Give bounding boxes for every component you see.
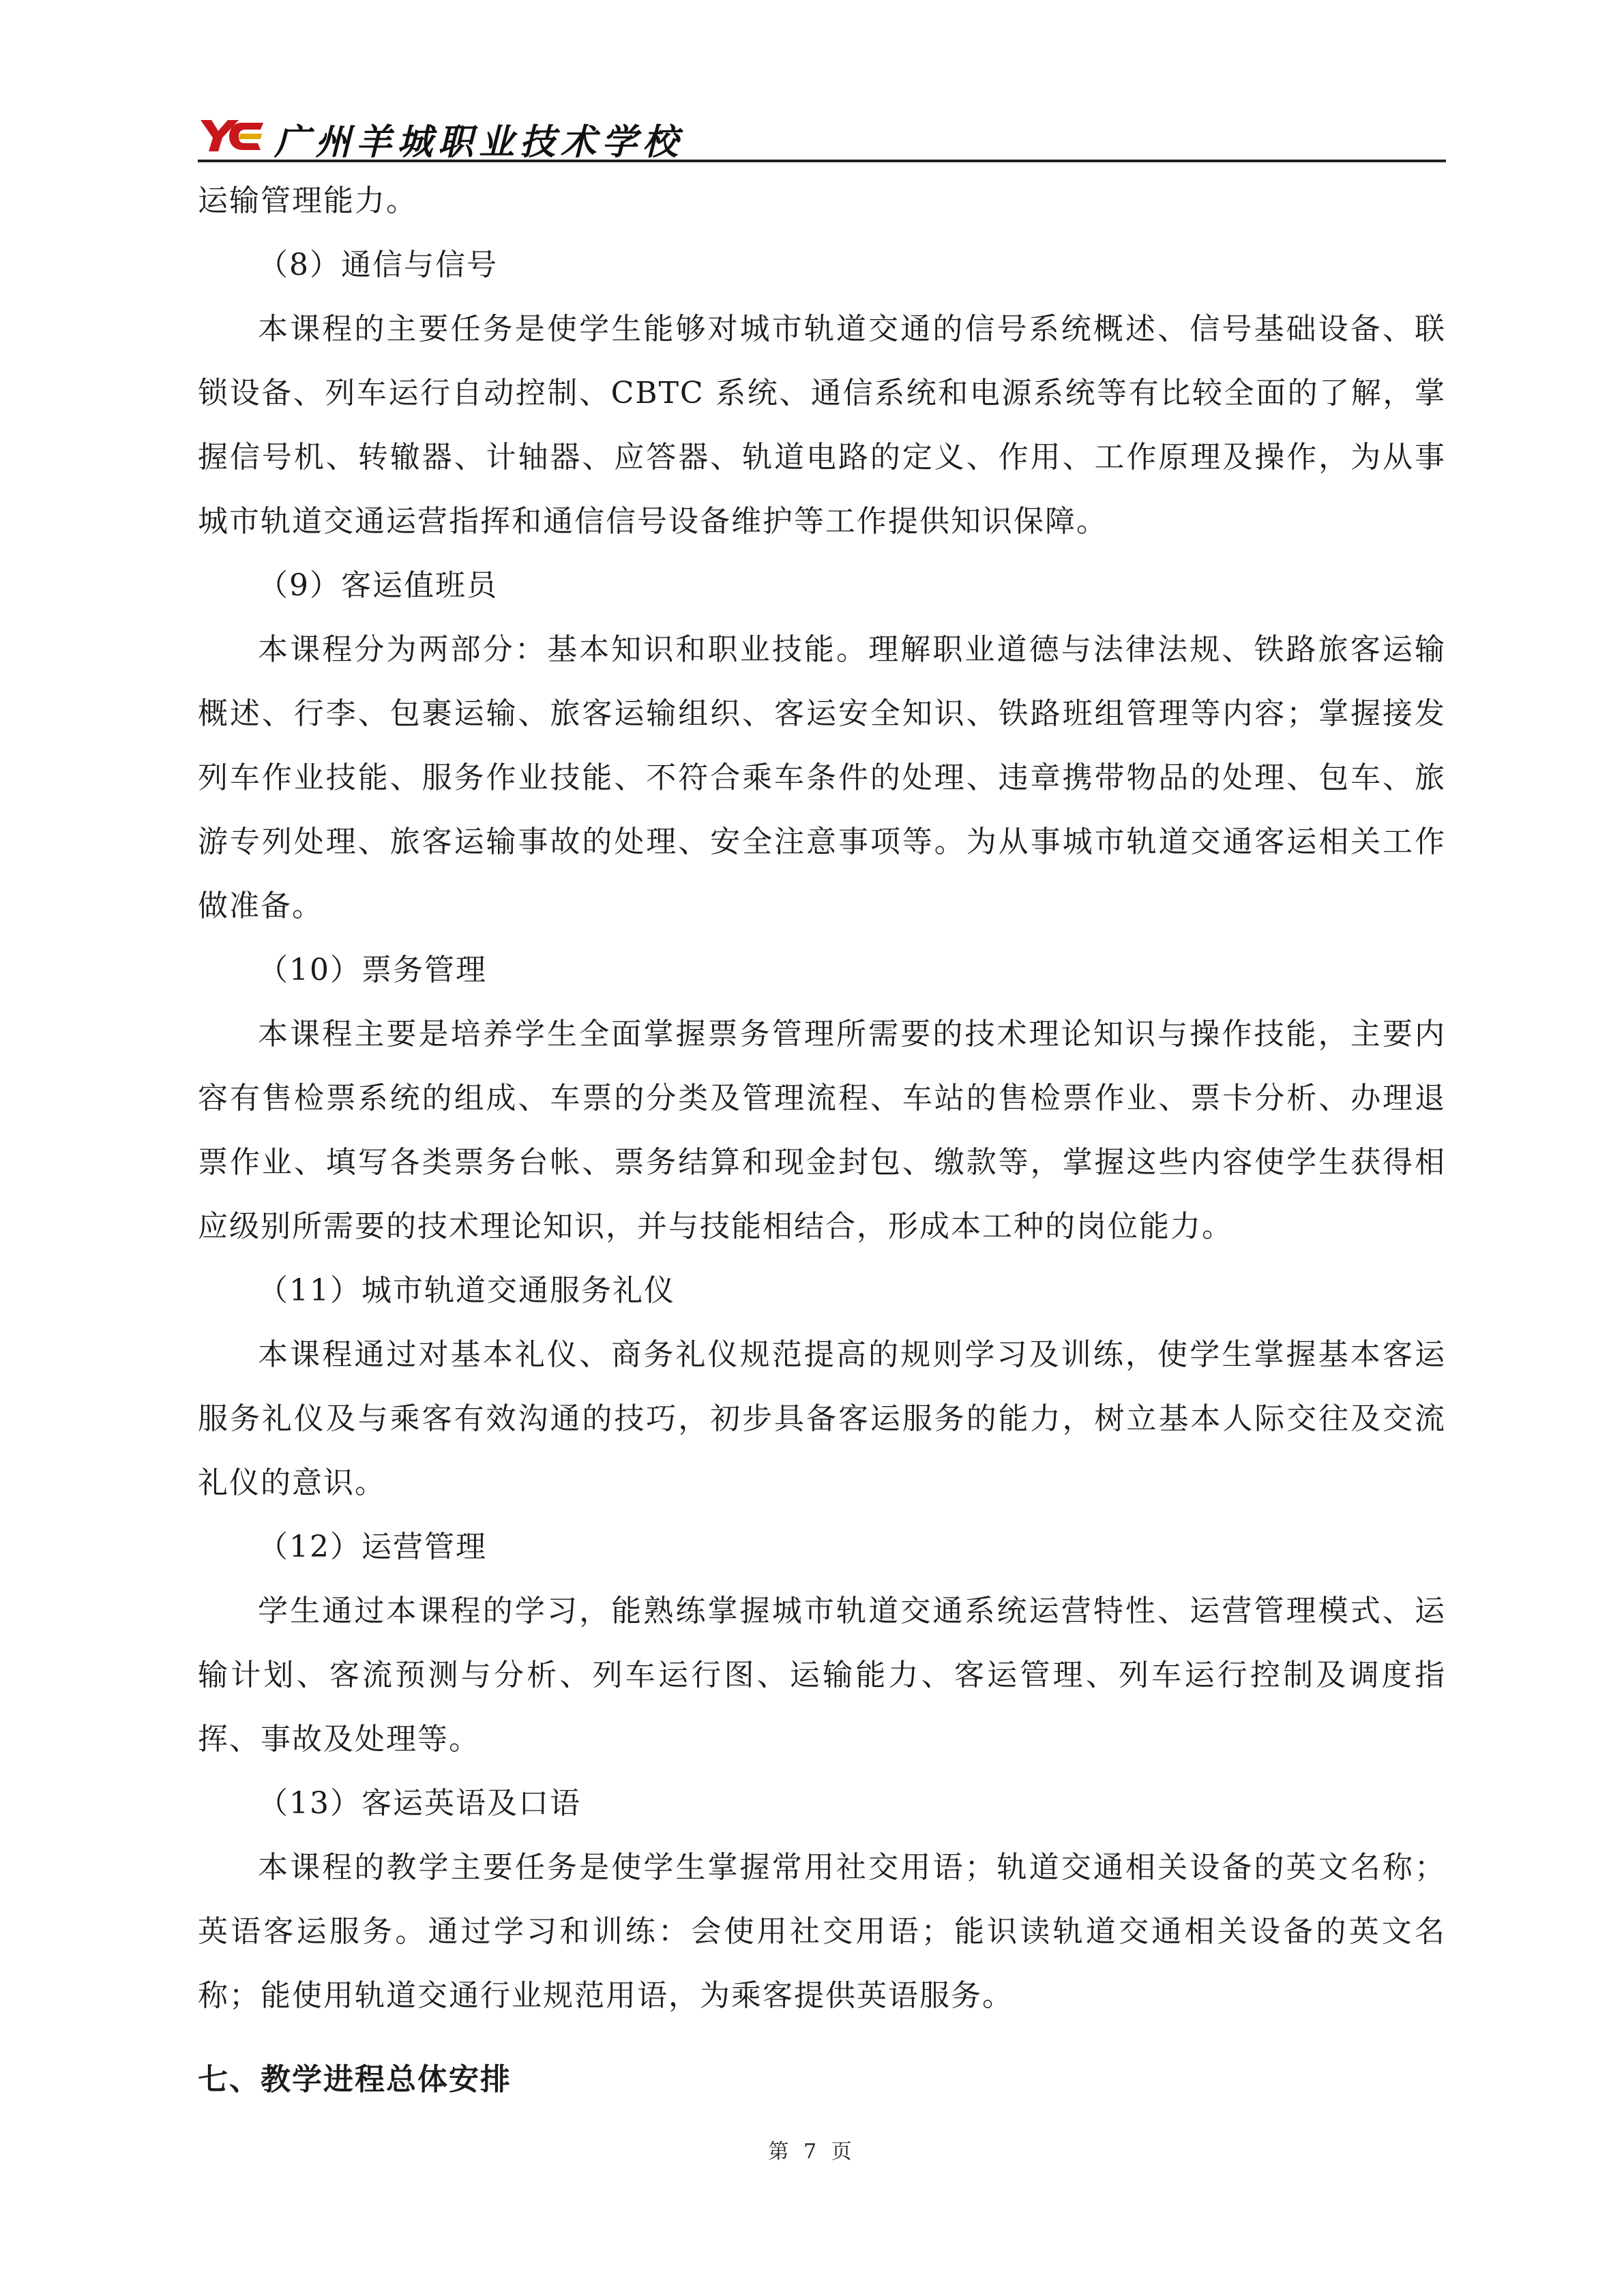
paragraph-continued: 运输管理能力。 [198, 183, 417, 218]
course-heading: （12）运营管理 [258, 1530, 487, 1564]
course-description: 学生通过本课程的学习，能熟练掌握城市轨道交通系统运营特性、运营管理模式、运输计划、客流预测与分析、列车运行图、运输能力、客运管理、列车运行控制及调度指挥、事故及处理等。 [198, 1594, 1446, 1757]
page-number: 第 7 页 [768, 2140, 856, 2164]
course-heading: （13）客运英语及口语 [258, 1786, 581, 1821]
course-heading: （10）票务管理 [258, 953, 487, 987]
page-header [198, 109, 1446, 164]
course-heading: （9）客运值班员 [258, 568, 498, 603]
course-heading: （11）城市轨道交通服务礼仪 [258, 1273, 675, 1308]
course-description: 本课程主要是培养学生全面掌握票务管理所需要的技术理论知识与操作技能，主要内容有售检票系统的组成、车票的分类及管理流程、车站的售检票作业、票卡分析、办理退票作业、填写各类票务台帐、票务结算和现金封包、缴款等，掌握这些内容使学生获得相应级别所需要的技术理论知识，并与技能相结合，形成本工种的岗位能力。 [198, 1017, 1446, 1244]
school-logo-icon [198, 117, 266, 153]
document-body [198, 169, 1446, 2028]
course-description: 本课程通过对基本礼仪、商务礼仪规范提高的规则学习及训练，使学生掌握基本客运服务礼仪及与乘客有效沟通的技巧，初步具备客运服务的能力，树立基本人际交往及交流礼仪的意识。 [198, 1337, 1446, 1500]
course-description: 本课程的教学主要任务是使学生掌握常用社交用语；轨道交通相关设备的英文名称；英语客运服务。通过学习和训练：会使用社交用语；能识读轨道交通相关设备的英文名称；能使用轨道交通行业规范用语，为乘客提供英语服务。 [198, 1850, 1446, 2013]
course-description: 本课程的主要任务是使学生能够对城市轨道交通的信号系统概述、信号基础设备、联锁设备、列车运行自动控制、CBTC 系统、通信系统和电源系统等有比较全面的了解，掌握信号机、转辙器、计轴器、应答器、轨道电路的定义、作用、工作原理及操作，为从事城市轨道交通运营指挥和通信信号设备维护等工作提供知识保障。 [198, 312, 1446, 539]
section-title: 七、教学进程总体安排 [198, 2062, 512, 2097]
course-description: 本课程分为两部分：基本知识和职业技能。理解职业道德与法律法规、铁路旅客运输概述、行李、包裹运输、旅客运输组织、客运安全知识、铁路班组管理等内容；掌握接发列车作业技能、服务作业技能、不符合乘车条件的处理、违章携带物品的处理、包车、旅游专列处理、旅客运输事故的处理、安全注意事项等。为从事城市轨道交通客运相关工作做准备。 [198, 632, 1446, 923]
header-divider [198, 160, 1446, 162]
course-heading: （8）通信与信号 [258, 248, 498, 282]
school-name: 广州羊城职业技术学校 [274, 122, 684, 163]
